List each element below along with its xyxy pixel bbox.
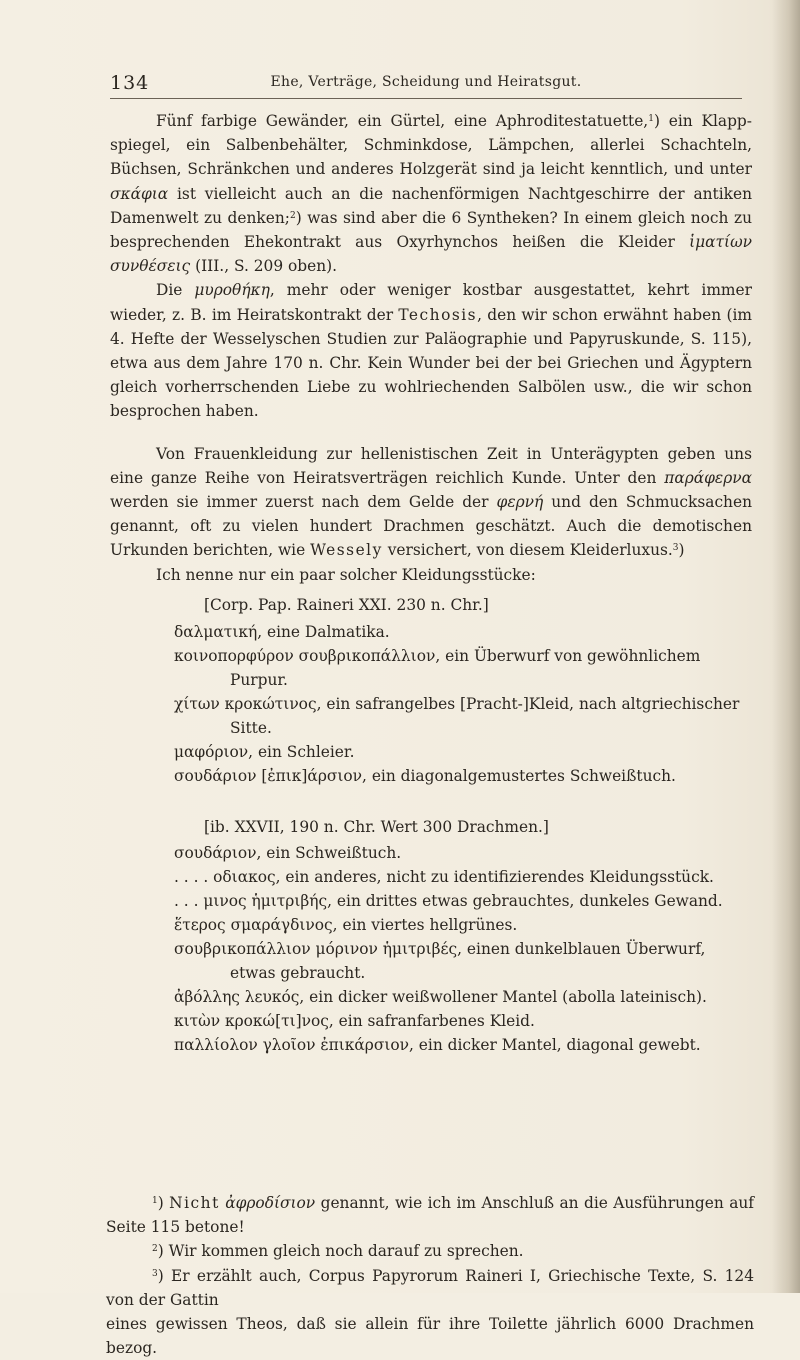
- page-edge-shadow: [772, 0, 800, 1293]
- text-run: Die: [156, 281, 195, 300]
- translation: ein dicker weißwollener Mantel (abolla lateinisch).: [304, 988, 707, 1006]
- list-item: [174, 692, 764, 716]
- greek-term: σουδάριον,: [174, 844, 262, 862]
- greek-term: κιτὼν κροκώ[τι]νος,: [174, 1012, 334, 1030]
- footnote-marker: 1: [648, 114, 654, 124]
- translation: ein safrangelbes [Pracht-]Kleid, nach altgriechischer: [321, 695, 740, 713]
- list-item: [174, 644, 764, 668]
- footnote-3: $^3$) Er erzählt auch, Corpus Papyrorum Raineri I, Griechische Texte, S. 124 von der Gattin: [106, 1266, 754, 1309]
- list-item: [174, 937, 764, 961]
- list-reference: [Corp. Pap. Raineri XXI. 230 n. Chr.]: [204, 596, 489, 614]
- translation: ein safranfarbenes Kleid.: [333, 1012, 535, 1030]
- list-item: [174, 865, 764, 889]
- translation: einen dunkelblauen Überwurf,: [462, 940, 706, 958]
- footnote-number: 3: [152, 1268, 158, 1279]
- translation: ein diagonalgemustertes Schweißtuch.: [366, 767, 676, 785]
- translation: ein drittes etwas gebrauchtes, dunkeles Gewand.: [332, 892, 723, 910]
- greek-term: σκάφια: [110, 184, 169, 203]
- clothing-list-1: [174, 593, 764, 788]
- list-item: [174, 985, 764, 1009]
- paragraph-2: [110, 278, 752, 423]
- footnote-3-continuation: eines gewissen Theos, daß sie allein für ihre Toilette jährlich 6000 Drachmen bezog.: [106, 1315, 754, 1358]
- footnotes: [106, 1191, 754, 1360]
- footnote-number: 1: [152, 1196, 158, 1206]
- list-item-continuation: etwas gebraucht.: [230, 964, 366, 982]
- translation: ein viertes hellgrünes.: [337, 916, 518, 934]
- page-number: 134: [110, 72, 150, 94]
- list-item: [174, 620, 764, 644]
- footnote-marker: 2: [289, 210, 296, 221]
- paragraph-1: [110, 109, 752, 278]
- spaced-word: Nicht: [169, 1194, 220, 1212]
- greek-term: ἕτερος σμαράγδινος,: [174, 916, 338, 934]
- text-run: und den Schmucksachen genannt, oft zu vielen hundert Drachmen geschätzt. Auch die demotischen Urkunden berichten, wie: [110, 493, 752, 560]
- greek-term: φερνή: [496, 493, 544, 512]
- footnote-marker: 3: [672, 543, 679, 554]
- greek-term: ἀβόλλης λευκός,: [174, 988, 305, 1006]
- text-run: ) ein Klappspiegel, ein Salbenbehälter, Schminkdose, Lämpchen, allerlei Schachteln, Büchsen, Schränkchen und anderes Holzgerät sind ja leicht kenntlich, und unter: [110, 112, 752, 179]
- footnote-2: $^2$) Wir kommen gleich noch darauf zu sprechen.: [152, 1242, 524, 1261]
- list-item: [174, 1033, 764, 1057]
- greek-term: . . . . οδιακος,: [174, 868, 281, 886]
- greek-term: μυροθήκη: [194, 281, 270, 300]
- footnote-number: 2: [152, 1244, 158, 1255]
- translation: eine Dalmatika.: [262, 623, 390, 641]
- footnote-text: Er erzählt auch, Corpus Papyrorum Raineri I, Griechische Texte, S. 124 von der Gattin: [106, 1266, 754, 1309]
- text-run: Fünf farbige Gewänder, ein Gürtel, eine Aphroditestatuette,: [156, 112, 649, 130]
- list-item-continuation: Sitte.: [230, 719, 272, 737]
- greek-term: χίτων κροκώτινος,: [174, 695, 322, 713]
- paragraph-4: Ich nenne nur ein paar solcher Kleidungsstücke:: [156, 565, 536, 584]
- page-header: [110, 70, 742, 99]
- text-run: , mehr oder weniger kostbar ausgestattet, kehrt immer wieder, z. B. im Heiratskontrakt der: [110, 281, 752, 324]
- clothing-list-2: [174, 815, 764, 1057]
- footnote-text: genannt, wie ich im Anschluß an die Ausführungen auf Seite 115 betone!: [106, 1194, 754, 1237]
- paragraph-3: [110, 442, 752, 563]
- footnote-text: Wir kommen gleich noch darauf zu sprechen.: [163, 1242, 524, 1261]
- list-reference: [ib. XXVII, 190 n. Chr. Wert 300 Drachmen.]: [204, 818, 549, 836]
- text-run: , den wir schon erwähnt haben (im 4. Hefte der Wesselyschen Studien zur Paläographie und Papyruskunde, S. 115), etwa aus dem Jahre 170 n. Chr. Kein Wunder bei der bei Griechen und Ägyptern gleich vorherrschenden Liebe zu wohlriechenden Salbölen usw., die wir schon besprochen haben.: [110, 305, 752, 421]
- translation: ein anderes, nicht zu identifizierendes Kleidungsstück.: [280, 868, 714, 886]
- greek-term: κοινοπορφύρον σουβρικοπάλλιον,: [174, 647, 441, 665]
- main-text: [110, 109, 752, 587]
- list-item: [174, 764, 764, 788]
- spaced-name: Wessely: [310, 541, 383, 560]
- text-run: (III., S. 209 oben).: [190, 257, 338, 276]
- translation: ein dicker Mantel, diagonal gewebt.: [413, 1036, 701, 1054]
- text-run: ist vielleicht auch an die nachenförmigen Nachtgeschirre der antiken Damenwelt zu denken;: [110, 184, 752, 227]
- greek-term: . . . μινος ἡμιτριβής,: [174, 892, 333, 910]
- translation: ein Überwurf von gewöhnlichem: [440, 647, 701, 665]
- list-item: [174, 841, 764, 865]
- greek-term: ἱματίων συνθέσεις: [110, 233, 752, 276]
- greek-term: σουδάριον [ἐπικ]άρσιον,: [174, 767, 367, 785]
- text-run: werden sie immer zuerst nach dem Gelde der: [110, 493, 497, 512]
- translation: ein Schleier.: [253, 743, 355, 761]
- greek-term: μαφόριον,: [174, 743, 254, 761]
- text-run: ): [678, 541, 685, 560]
- spaced-name: Techosis: [398, 305, 478, 324]
- text-run: versichert, von diesem Kleiderluxus.: [382, 541, 673, 560]
- list-item-continuation: Purpur.: [230, 671, 288, 689]
- list-item: [174, 913, 764, 937]
- list-item: [174, 1009, 764, 1033]
- greek-term: ἀφροδίσιον: [225, 1194, 316, 1212]
- text-run: Von Frauenkleidung zur hellenistischen Zeit in Unterägypten geben uns eine ganze Reihe von Heiratsverträgen reichlich Kunde. Unter den: [110, 444, 752, 487]
- translation: ein Schweißtuch.: [261, 844, 402, 862]
- greek-term: παράφερνα: [664, 468, 752, 487]
- greek-term: δαλματική,: [174, 623, 263, 641]
- greek-term: σουβρικοπάλλιον μόρινον ἡμιτριβές,: [174, 940, 463, 958]
- greek-term: παλλίολον γλοῖον ἐπικάρσιον,: [174, 1036, 414, 1054]
- list-item: [174, 740, 764, 764]
- text-run: ) was sind aber die 6 Syntheken? In einem gleich noch zu besprechenden Ehekontrakt aus Oxyrhynchos heißen die Kleider: [110, 208, 752, 252]
- footnote-1: $^1$) Nicht ἀφροδίσιον genannt, wie ich im Anschluß an die Ausführungen auf Seite 115 betone!: [106, 1194, 754, 1237]
- running-title: Ehe, Verträge, Scheidung und Heiratsgut.: [270, 74, 582, 90]
- list-item: [174, 889, 764, 913]
